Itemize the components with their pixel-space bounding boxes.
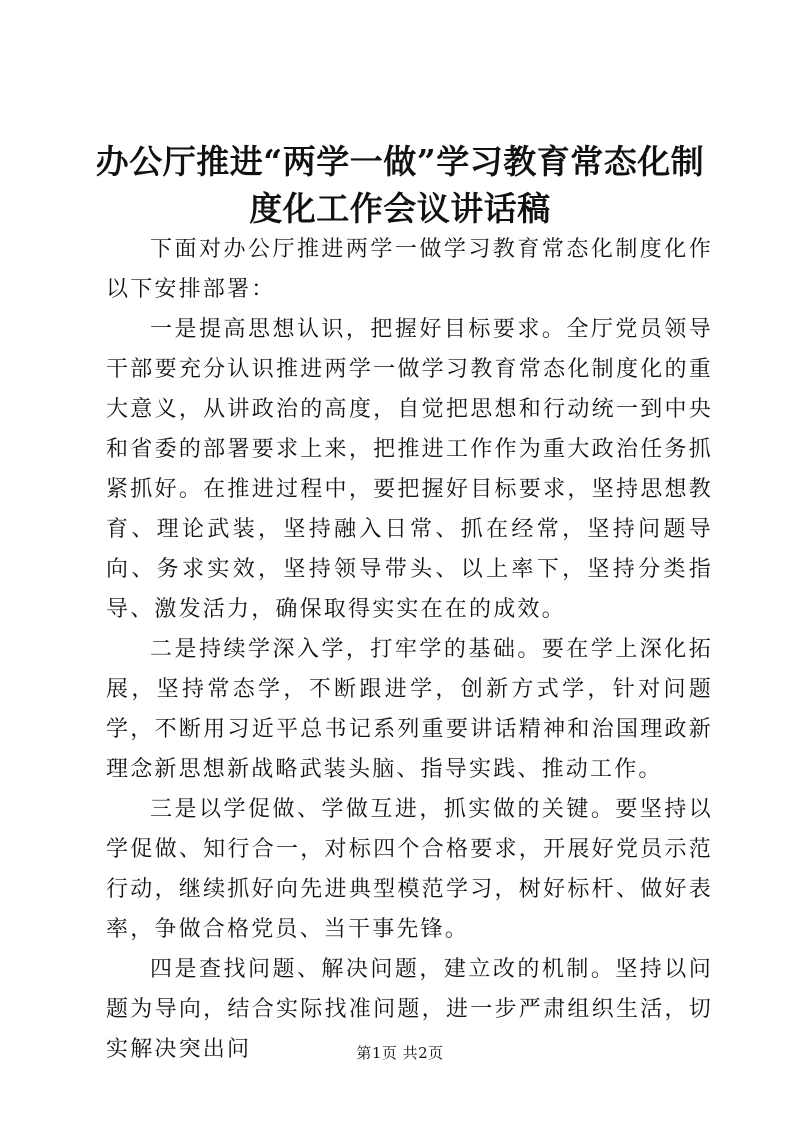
document-body (106, 230, 713, 1070)
document-title: 办公厅推进“两学一做”学习教育常态化制度化工作会议讲话稿 (95, 142, 705, 228)
page-number-footer: 第1页 共2页 (356, 1044, 444, 1062)
paragraph-four: 四是查找问题、解决问题，建立改的机制。坚持以问题为导向，结合实际找准问题，进一步严肃组织生活，切实解决突出问 (106, 957, 713, 1062)
paragraph-three: 三是以学促做、学做互进，抓实做的关键。要坚持以学促做、知行合一，对标四个合格要求，开展好党员示范行动，继续抓好向先进典型模范学习，树好标杆、做好表率，争做合格党员、当干事先锋。 (106, 797, 713, 942)
paragraph-one: 一是提高思想认识，把握好目标要求。全厅党员领导干部要充分认识推进两学一做学习教育常态化制度化的重大意义，从讲政治的高度，自觉把思想和行动统一到中央和省委的部署要求上来，把推进工作作为重大政治任务抓紧抓好。在推进过程中，要把握好目标要求，坚持思想教育、理论武装，坚持融入日常、抓在经常，坚持问题导向、务求实效，坚持领导带头、以上率下，坚持分类指导、激发活力，确保取得实实在在的成效。 (106, 317, 713, 622)
paragraph-two: 二是持续学深入学，打牢学的基础。要在学上深化拓展，坚持常态学，不断跟进学，创新方式学，针对问题学，不断用习近平总书记系列重要讲话精神和治国理政新理念新思想新战略武装头脑、指导实践、推动工作。 (106, 637, 713, 782)
paragraph-intro: 下面对办公厅推进两学一做学习教育常态化制度化作以下安排部署： (106, 237, 713, 302)
